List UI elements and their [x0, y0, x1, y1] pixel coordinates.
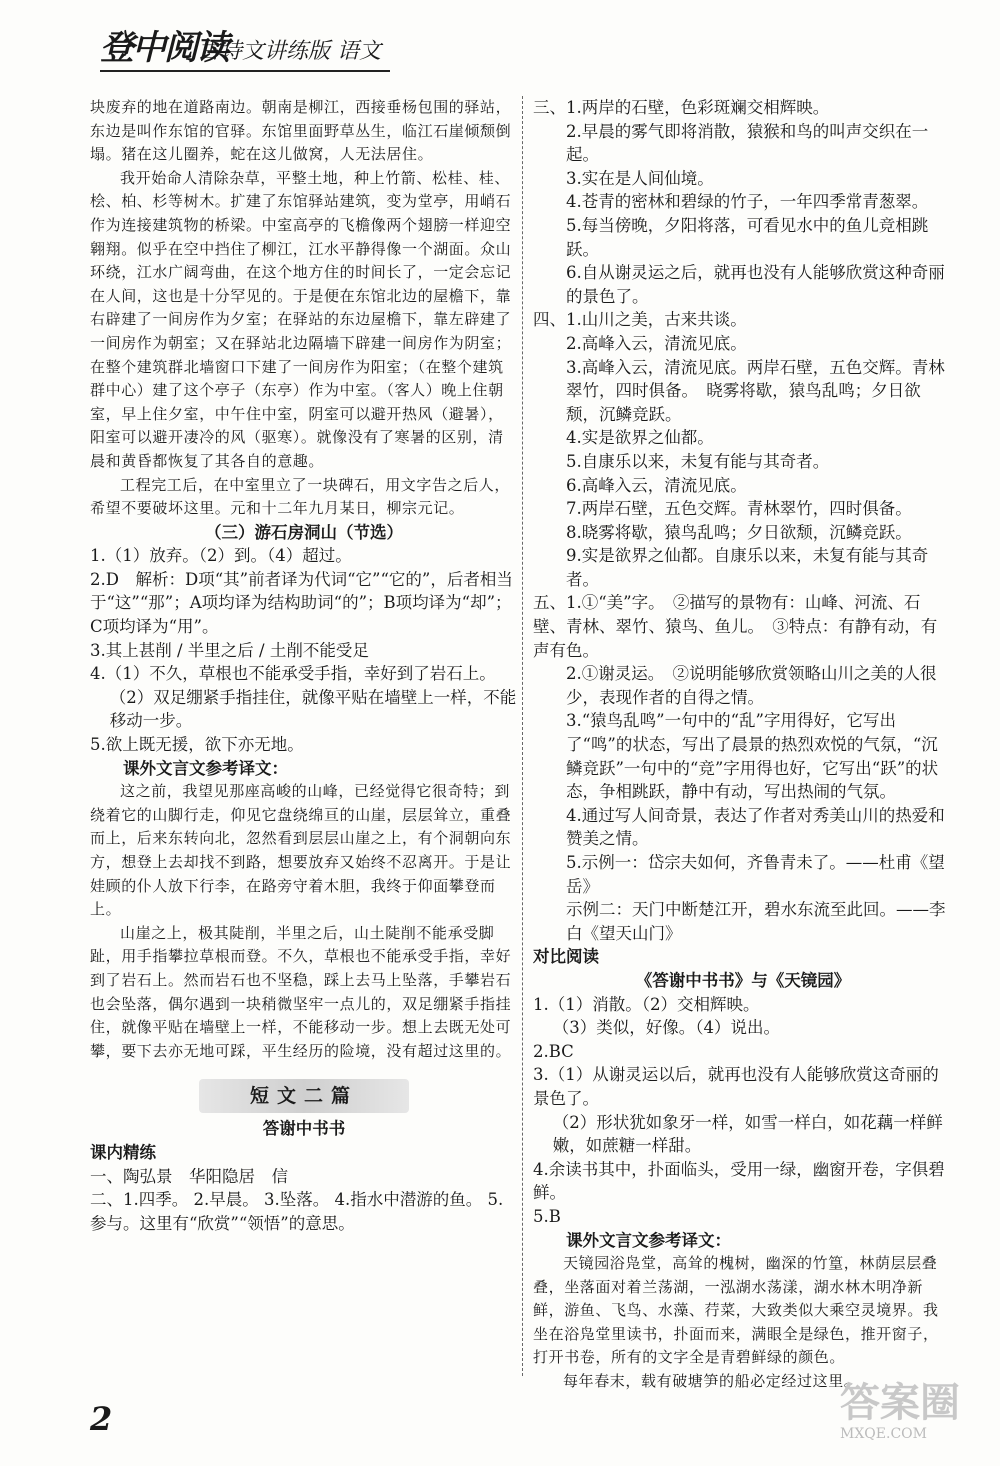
page-header: [100, 20, 390, 75]
right-para-3: 4.苍青的密林和碧绿的竹子，一年四季常青葱翠。: [566, 192, 929, 212]
left-para-10: 课外文言文参考译文：: [123, 758, 288, 778]
right-para-23: 1.（1）消散。（2）交相辉映。: [533, 994, 760, 1014]
right-para-12: 7.两岸石壁，五色交辉。青林翠竹，四时俱备。: [566, 499, 912, 519]
right-para-7: 2.高峰入云，清流见底。: [566, 333, 747, 353]
page-number: 2: [90, 1400, 113, 1438]
left-para-15: 课内精练: [90, 1142, 156, 1162]
right-para-4: 5.每当傍晚，夕阳将落，可看见水中的鱼儿竞相跳跃。: [566, 215, 929, 259]
left-para-7: 4.（1）不久，草根也不能承受手指，幸好到了岩石上。: [90, 664, 496, 684]
right-para-9: 4.实是欲界之仙都。: [566, 428, 714, 448]
right-para-1: 2.早晨的雾气即将消散，猿猴和鸟的叫声交织在一起。: [566, 121, 929, 165]
right-para-19: 5.示例一：岱宗夫如何，齐鲁青未了。——杜甫《望岳》: [566, 853, 945, 896]
left-para-9: 5.欲上既无援，欲下亦无地。: [90, 735, 304, 755]
watermark-logo: 答案圈: [840, 1379, 960, 1426]
left-column: [90, 96, 518, 1235]
right-para-32: 每年春末，载有破塘笋的船必定经过这里。: [563, 1372, 860, 1391]
right-para-31: 天镜园浴凫堂，高耸的槐树，幽深的竹篁，林荫层层叠叠，坐落面对着兰荡湖，一泓湖水荡漾，湖水林木明净新鲜，游鱼、飞鸟、水藻、荇菜，大致类似大乘空灵境界。我坐在浴凫堂里读书，扑面而来，满眼全是绿色，推开窗子，打开书卷，所有的文字全是青碧鲜绿的颜色。: [533, 1254, 939, 1367]
header-rule: [100, 70, 390, 72]
left-para-13: 短文二篇: [199, 1079, 409, 1113]
right-para-26: 3.（1）从谢灵运以后，就再也没有人能够欣赏这奇丽的景色了。: [533, 1065, 939, 1108]
left-para-3: （三）游石房洞山（节选）: [205, 522, 403, 542]
left-para-6: 3.其上甚削 / 半里之后 / 土削不能受足: [90, 640, 369, 660]
left-para-2: 工程完工后，在中室里立了一块碑石，用文字告之后人，希望不要破坏这里。元和十二年九月某日，柳宗元记。: [90, 475, 511, 518]
right-para-16: 2.①谢灵运。 ②说明能够欣赏领略山川之美的人很少，表现作者的自得之情。: [566, 664, 937, 707]
right-para-28: 4.余读书其中，扑面临头，受用一绿，幽窗开卷，字俱碧鲜。: [533, 1159, 945, 1203]
right-para-25: 2.BC: [533, 1041, 574, 1061]
right-para-27: （2）形状犹如象牙一样，如雪一样白，如花藕一样鲜嫩，如蔗糖一样甜。: [552, 1112, 943, 1156]
right-para-11: 6.高峰入云，清流见底。: [566, 475, 747, 495]
left-para-0: 块废弃的地在道路南边。朝南是柳江，西接垂杨包围的驿站，东边是叫作东馆的官驿。东馆里面野草丛生，临江石崖倾颓倒塌。猪在这儿圈养，蛇在这儿做窝，人无法居住。: [90, 98, 512, 164]
watermark-url: MXQE.COM: [840, 1426, 927, 1442]
right-para-30: 课外文言文参考译文：: [566, 1230, 731, 1250]
right-para-10: 5.自康乐以来，未复有能与其奇者。: [566, 451, 830, 471]
right-para-22: 《答谢中书书》与《天镜园》: [635, 970, 851, 990]
right-para-2: 3.实在是人间仙境。: [566, 168, 714, 188]
right-para-14: 9.实是欲界之仙都。自康乐以来，未复有能与其奇者。: [566, 546, 929, 589]
book-subtitle: 古诗文讲练版 语文: [198, 39, 381, 64]
left-para-8: （2）双足绷紧手指挂住，就像平贴在墙壁上一样，不能移动一步。: [109, 687, 517, 731]
right-para-18: 4.通过写人间奇景，表达了作者对秀美山川的热爱和赞美之情。: [566, 805, 945, 849]
left-para-17: 二、1.四季。 2.早晨。 3.坠落。 4.指水中潜游的鱼。 5.参与。这里有“欣赏”“领悟”的意思。: [90, 1190, 504, 1233]
right-para-13: 8.晓雾将歇，猿鸟乱鸣；夕日欲颓，沉鳞竞跃。: [566, 522, 912, 542]
right-para-0: 三、1.两岸的石壁，色彩斑斓交相辉映。: [533, 98, 830, 117]
left-para-4: 1.（1）放弃。（2）到。（4）超过。: [90, 546, 352, 566]
right-para-20: 示例二：天门中断楚江开，碧水东流至此回。——李白《望天山门》: [566, 900, 946, 943]
right-para-24: （3）类似，好像。（4）说出。: [552, 1018, 781, 1038]
right-para-17: 3.“猿鸟乱鸣”一句中的“乱”字用得好，它写出了“鸣”的状态，写出了晨景的热烈欢悦的气氛，“沉鳞竞跃”一句中的“竞”字用得也好，它写出“跃”的状态，争相跳跃，静中有动，写出热闹的气氛。: [566, 711, 939, 802]
watermark: [840, 1380, 990, 1460]
left-para-1: 我开始命人清除杂草，平整土地，种上竹箭、松桂、桂、桧、柏、杉等树木。扩建了东馆驿站建筑，变为堂亭，用峭石作为连接建筑物的桥梁。中室高亭的飞檐像两个翅膀一样迎空翱翔。似乎在空中挡住了柳江，江水平静得像一个湖面。众山环绕，江水广阔弯曲，在这个地方住的时间长了，一定会忘记在人间，这也是十分罕见的。于是便在东馆北边的屋檐下，靠右辟建了一间房作为夕室；在驿站的东边屋檐下，靠左辟建了一间房作为朝室；又在驿站北边隔墙下辟建一间房作为阴室；在整个建筑群北墙窗口下建了一间房作为阳室；（在整个建筑群中心）建了这个亭子（东亭）作为中室。（客人）晚上住朝室，早上住夕室，中午住中室，阴室可以避开热风（避暑），阳室可以避开凄冷的风（驱寒）。就像没有了寒暑的区别，清晨和黄昏都恢复了其各自的意趣。: [90, 168, 512, 470]
right-para-29: 5.B: [533, 1206, 561, 1226]
right-para-15: 五、1.①“美”字。 ②描写的景物有：山峰、河流、石壁、青林、翠竹、猿鸟、鱼儿。 ③特点：有静有动，有声有色。: [533, 593, 938, 660]
brand-logo: 登中阅读: [100, 28, 228, 68]
right-para-5: 6.自从谢灵运之后，就再也没有人能够欣赏这种奇丽的景色了。: [566, 263, 945, 306]
right-para-6: 四、1.山川之美，古来共谈。: [533, 310, 747, 330]
left-para-12: 山崖之上，极其陡削，半里之后，山土陡削不能承受脚趾，用手指攀拉草根而登。不久，草根也不能承受手指，幸好到了岩石上。然而岩石也不坚稳，踩上去马上坠落，手攀岩石也会坠落，偶尔遇到一块稍微坚牢一点儿的，双足绷紧手指挂住，就像平贴在墙壁上一样，不能移动一步。想上去既无处可攀，要下去亦无地可踩，平生经历的险境，没有超过这里的。: [90, 923, 512, 1060]
left-para-14: 答谢中书书: [262, 1119, 346, 1139]
left-para-5: 2.D 解析：D项“其”前者译为代词“它”“它的”，后者相当于“这”“那”；A项均译为结构助词“的”；B项均译为“却”；C项均译为“用”。: [90, 569, 513, 637]
left-para-16: 一、陶弘景 华阳隐居 信: [90, 1166, 288, 1186]
right-column: [533, 96, 953, 1394]
right-para-8: 3.高峰入云，清流见底。两岸石壁，五色交辉。青林翠竹，四时俱备。 晓雾将歇，猿鸟乱鸣；夕日欲颓，沉鳞竞跃。: [566, 357, 945, 424]
column-divider: [522, 96, 523, 1376]
left-para-11: 这之前，我望见那座高峻的山峰，已经觉得它很奇特；到绕着它的山脚行走，仰见它盘绕绵亘的山崖，层层耸立，重叠而上，后来东转向北，忽然看到层层山崖之上，有个洞朝向东方，想登上去却找不到路，想要放弃又始终不忍离开。于是让娃顾的仆人放下行李，在路旁守着木胆，我终于仰面攀登而上。: [90, 782, 512, 919]
right-para-21: 对比阅读: [533, 947, 599, 967]
